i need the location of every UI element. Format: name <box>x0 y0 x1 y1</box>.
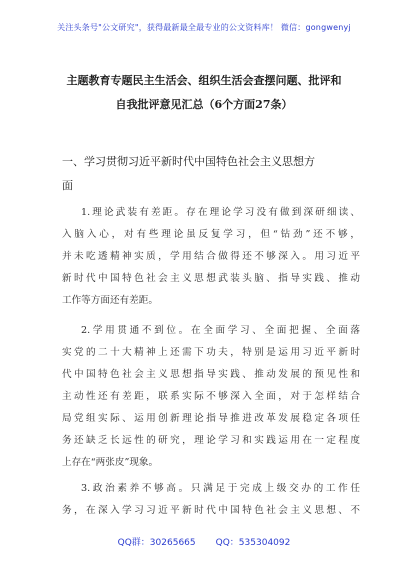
footer-contact: QQ群：30265665 QQ：535304092 <box>117 538 291 548</box>
paragraph-3 <box>62 478 360 522</box>
paragraph-line: 务，在深入学习习近平新时代中国特色社会主义思想、不 <box>62 505 360 516</box>
paragraph-line: 工作等方面还有差距。 <box>62 295 158 306</box>
paragraph-line: 上存在“两张皮”现象。 <box>62 457 159 468</box>
paragraph-line: 局党组实际、运用创新理论指导推进改革发展稳定各项任 <box>62 413 360 424</box>
header-banner: 关注头条号"公文研究"，获得最新最全最专业的公文资料库！ 微信：gongwenyj <box>57 23 351 32</box>
document-title-line-1: 主题教育专题民主生活会、组织生活会查摆问题、批评和 <box>66 74 342 87</box>
paragraph-line: 新时代中国特色社会主义思想武装头脑、指导实践、推动 <box>62 273 360 284</box>
section-heading-line-1: 一、学习贯彻习近平新时代中国特色社会主义思想方 <box>62 155 315 168</box>
paragraph-line: 1.理论武装有差距。存在理论学习没有做到深研细读、 <box>81 207 360 218</box>
section-heading <box>62 150 358 198</box>
paragraph-line: 代中国特色社会主义思想指导实践、推动发展的预见性和 <box>62 369 360 380</box>
paragraph-line: 2.学用贯通不到位。在全面学习、全面把握、全面落 <box>81 325 360 336</box>
document-title-line-2: 自我批评意见汇总（6个方面27条） <box>115 98 293 111</box>
paragraph-line: 主动性还有差距，联系实际不够深入全面，对于怎样结合 <box>62 391 360 402</box>
paragraph-1 <box>62 202 360 312</box>
paragraph-line: 务还缺乏长远性的研究，理论学习和实践运用在一定程度 <box>62 435 360 446</box>
paragraph-line: 实党的二十大精神上还需下功夫，特别是运用习近平新时 <box>62 347 360 358</box>
paragraph-line: 入脑入心，对有些理论虽反复学习，但“钻劲”还不够， <box>62 229 360 240</box>
section-heading-line-2: 面 <box>62 179 73 192</box>
paragraph-line: 3.政治素养不够高。只满足于完成上级交办的工作任 <box>81 483 360 494</box>
paragraph-line: 并未吃透精神实质，学用结合做得还不够深入。用习近平 <box>62 251 360 262</box>
paragraph-2 <box>62 320 360 474</box>
